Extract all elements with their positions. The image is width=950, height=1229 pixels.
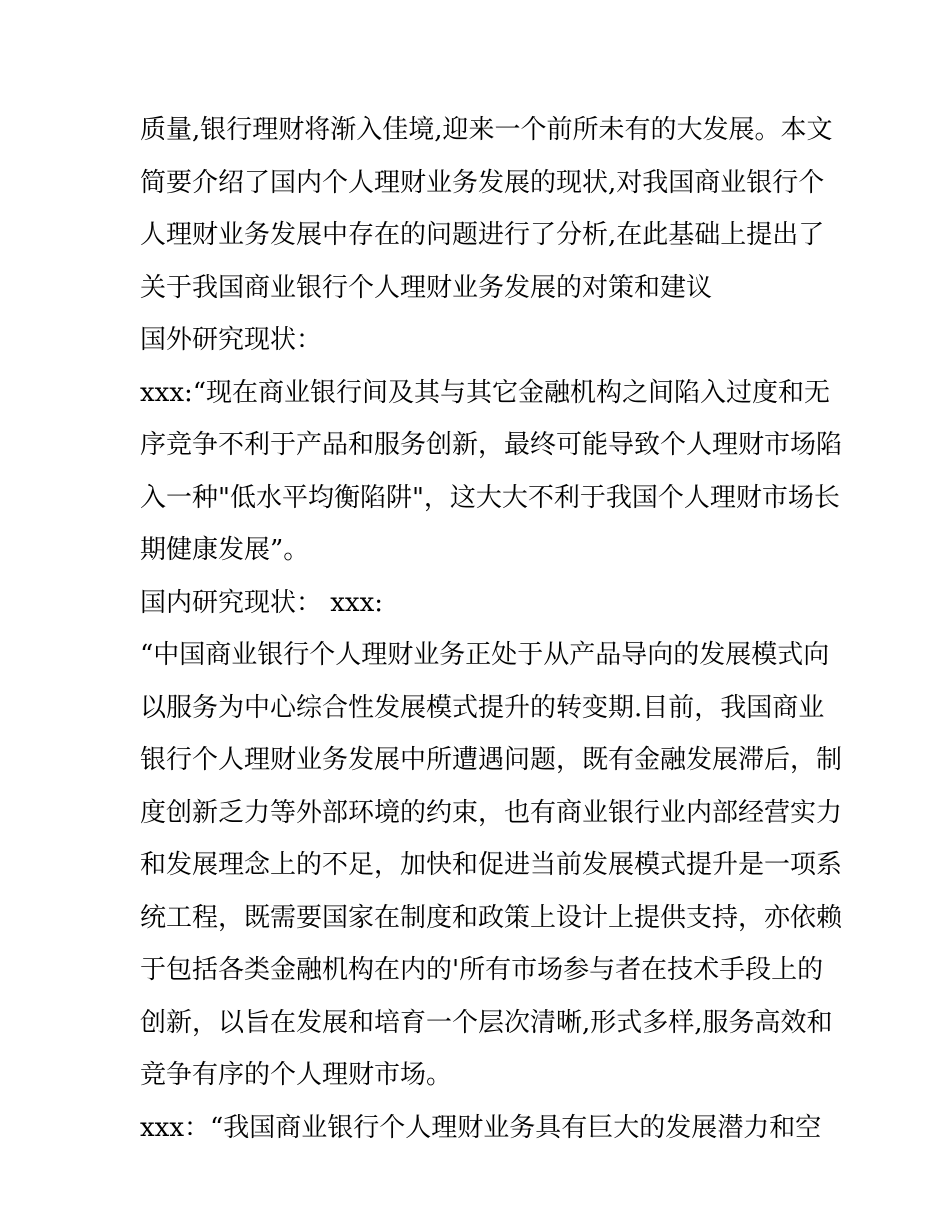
section-heading-domestic-research: 国内研究现状： xxx: (140, 587, 384, 618)
text-line: 人理财业务发展中存在的问题进行了分析,在此基础上提出了 (140, 220, 825, 250)
text-line: xxx：“我国商业银行个人理财业务具有巨大的发展潜力和空 (140, 1112, 822, 1143)
text-line: 期健康发展”。 (140, 535, 310, 565)
text-line: 统工程，既需要国家在制度和政策上设计上提供支持，亦依赖 (140, 902, 843, 933)
text-line: “中国商业银行个人理财业务正处于从产品导向的发展模式向 (140, 640, 830, 670)
text-line: 度创新乏力等外部环境的约束，也有商业银行业内部经营实力 (140, 797, 843, 828)
text-line: xxx:“现在商业银行间及其与其它金融机构之间陷入过度和无 (140, 377, 831, 408)
text-line: 简要介绍了国内个人理财业务发展的现状,对我国商业银行个 (140, 167, 825, 198)
section-heading-foreign-research: 国外研究现状： (140, 325, 323, 355)
text-line: 关于我国商业银行个人理财业务发展的对策和建议 (140, 272, 713, 303)
text-line: 以服务为中心综合性发展模式提升的转变期.目前，我国商业 (140, 692, 825, 723)
text-line: 质量,银行理财将渐入佳境,迎来一个前所未有的大发展。本文 (140, 115, 833, 145)
text-line: 和发展理念上的不足，加快和促进当前发展模式提升是一项系 (140, 850, 843, 880)
text-line: 竞争有序的个人理财市场。 (140, 1060, 453, 1090)
text-line: 序竞争不利于产品和服务创新，最终可能导致个人理财市场陷 (140, 430, 843, 460)
text-line: 创新，以旨在发展和培育一个层次清晰,形式多样,服务高效和 (140, 1007, 833, 1038)
text-line: 入一种"低水平均衡陷阱"，这大大不利于我国个人理财市场长 (140, 482, 840, 513)
text-line: 银行个人理财业务发展中所遭遇问题，既有金融发展滞后，制 (140, 745, 843, 775)
text-line: 于包括各类金融机构在内的'所有市场参与者在技术手段上的 (140, 955, 824, 985)
document-body (140, 104, 843, 1154)
